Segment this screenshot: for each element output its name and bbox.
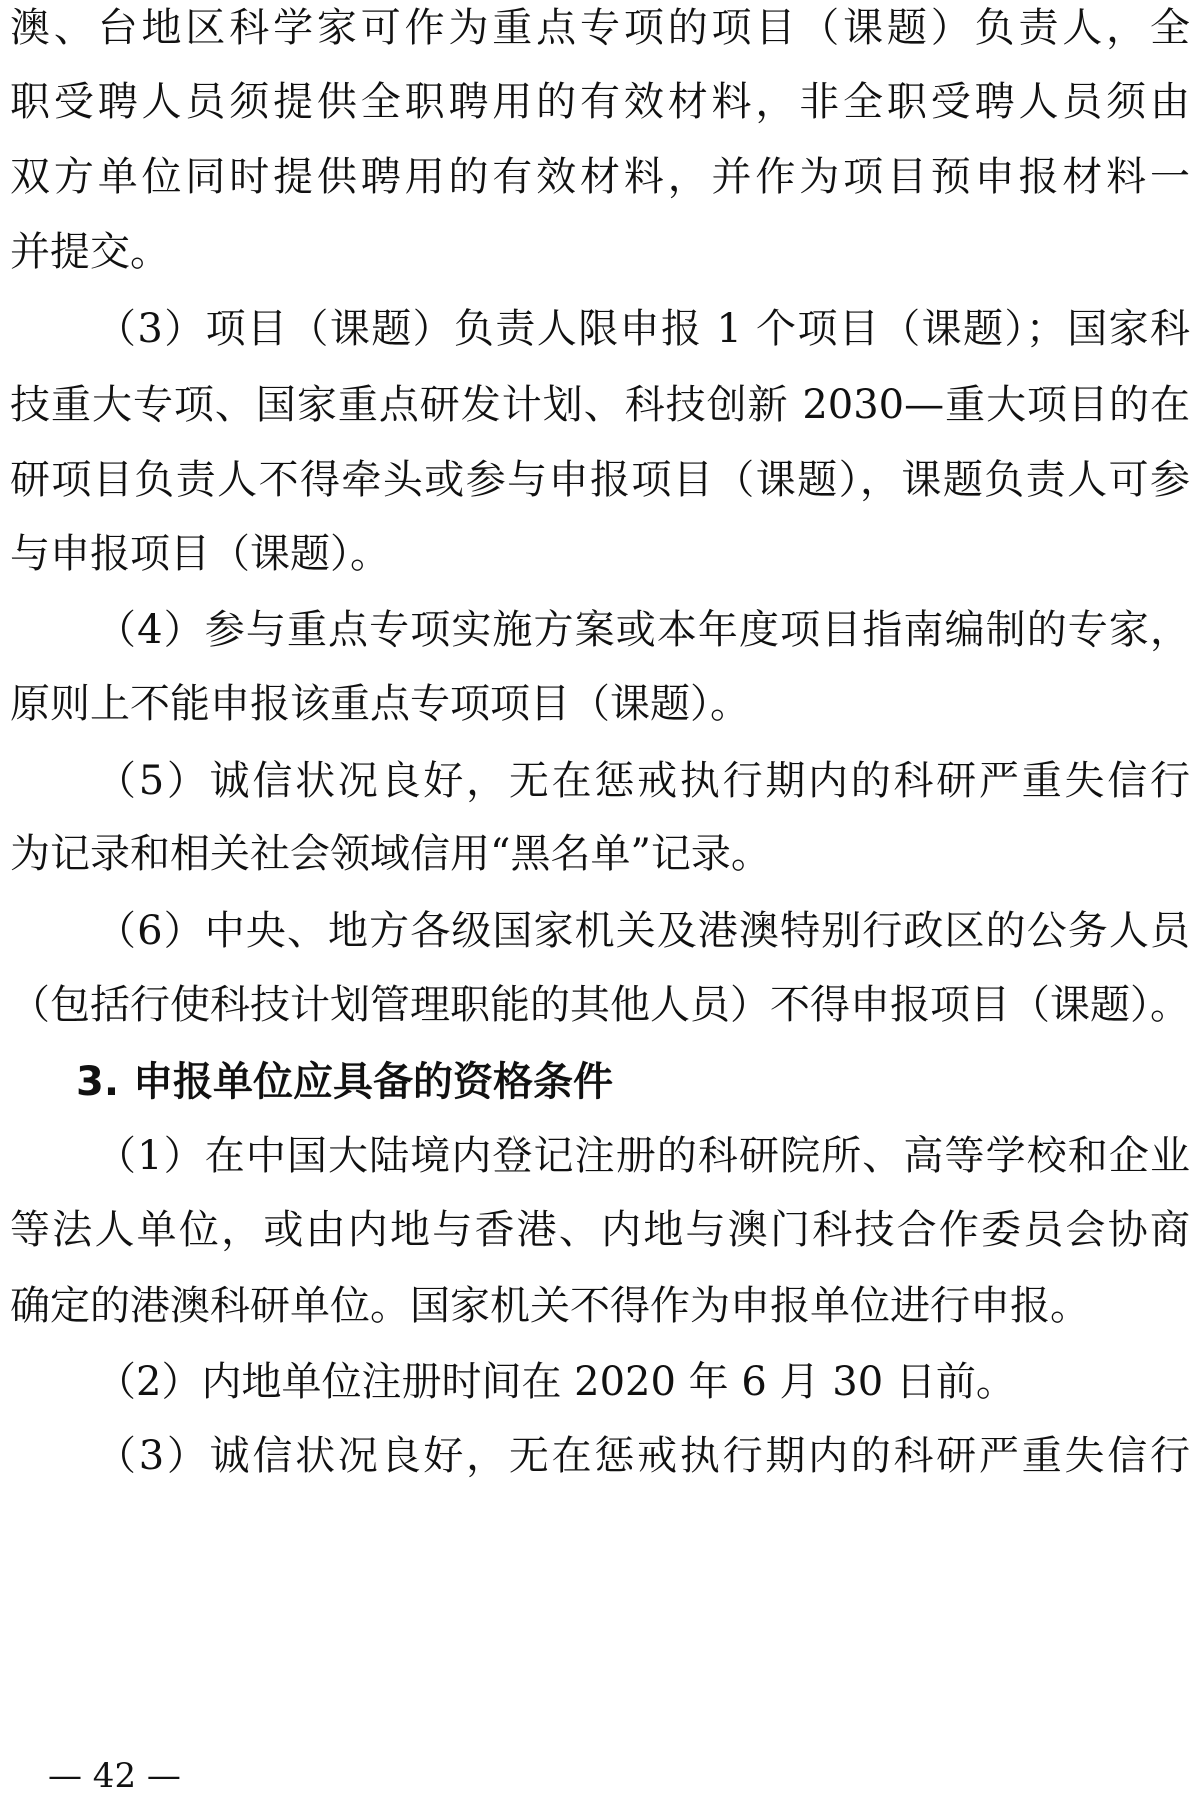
text-line-3: 双方单位同时提供聘用的有效材料，并作为项目预申报材料一 [10, 154, 1190, 200]
item-3-line-2: 技重大专项、国家重点研发计划、科技创新 2030—重大项目的在 [10, 382, 1190, 428]
item-5-line-1: （5）诚信状况良好，无在惩戒执行期内的科研严重失信行 [96, 758, 1190, 804]
unit-item-2-line-1: （2）内地单位注册时间在 2020 年 6 月 30 日前。 [96, 1359, 1016, 1405]
text-line-4: 并提交。 [10, 229, 170, 275]
text-line-2: 职受聘人员须提供全职聘用的有效材料，非全职受聘人员须由 [10, 79, 1190, 125]
page-number: — 42 — [48, 1756, 181, 1796]
section-heading-3: 3. 申报单位应具备的资格条件 [76, 1059, 613, 1105]
unit-item-3-line-1: （3）诚信状况良好，无在惩戒执行期内的科研严重失信行 [96, 1433, 1190, 1479]
text-line-1: 澳、台地区科学家可作为重点专项的项目（课题）负责人，全 [10, 5, 1190, 51]
item-3-line-3: 研项目负责人不得牵头或参与申报项目（课题），课题负责人可参 [10, 457, 1190, 503]
item-4-line-2: 原则上不能申报该重点专项项目（课题）。 [10, 681, 750, 727]
item-4-line-1: （4）参与重点专项实施方案或本年度项目指南编制的专家， [96, 607, 1190, 653]
item-3-line-1: （3）项目（课题）负责人限申报 1 个项目（课题）；国家科 [96, 306, 1190, 352]
unit-item-1-line-2: 等法人单位，或由内地与香港、内地与澳门科技合作委员会协商 [10, 1207, 1190, 1253]
item-3-line-4: 与申报项目（课题）。 [10, 531, 390, 577]
item-5-line-2: 为记录和相关社会领域信用“黑名单”记录。 [10, 831, 771, 877]
unit-item-1-line-1: （1）在中国大陆境内登记注册的科研院所、高等学校和企业 [96, 1133, 1190, 1179]
item-6-line-1: （6）中央、地方各级国家机关及港澳特别行政区的公务人员 [96, 908, 1190, 954]
item-6-line-2: （包括行使科技计划管理职能的其他人员）不得申报项目（课题）。 [10, 982, 1190, 1028]
unit-item-1-line-3: 确定的港澳科研单位。国家机关不得作为申报单位进行申报。 [10, 1283, 1090, 1329]
